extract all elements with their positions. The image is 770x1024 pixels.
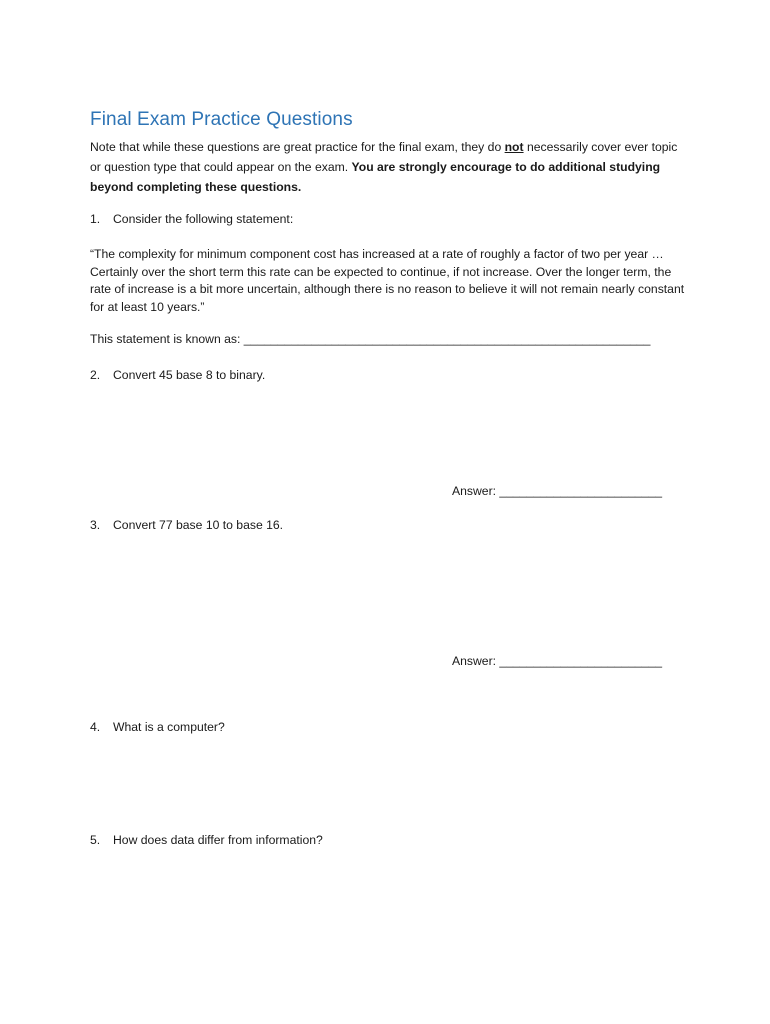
question-number: 3. — [90, 518, 101, 532]
question-5 — [90, 832, 323, 849]
intro-emphasis: not — [504, 140, 524, 154]
question-number: 4. — [90, 720, 101, 734]
question-text: Convert 77 base 10 to base 16. — [113, 518, 284, 532]
question-3 — [90, 517, 283, 534]
question-1 — [90, 211, 293, 228]
intro-text-2: necessarily cover ever topic or question type that could appear on the exam. — [90, 140, 678, 174]
question-2 — [90, 367, 265, 384]
answer-line-q2: Answer: ________________________ — [452, 484, 663, 498]
page-title: Final Exam Practice Questions — [90, 109, 353, 130]
question-text: Consider the following statement: — [113, 212, 294, 226]
question-number: 5. — [90, 833, 101, 847]
known-as-line: This statement is known as: ____________________________________________________________ — [90, 332, 651, 346]
intro-text-1: Note that while these questions are great practice for the final exam, they do — [90, 140, 505, 154]
question-text: Convert 45 base 8 to binary. — [113, 368, 266, 382]
question-number: 1. — [90, 212, 101, 226]
question-number: 2. — [90, 368, 101, 382]
answer-line-q3: Answer: ________________________ — [452, 654, 663, 668]
question-text: What is a computer? — [113, 720, 225, 734]
question-4 — [90, 719, 225, 736]
quoted-statement: “The complexity for minimum component cost has increased at a rate of roughly a factor of two per year … Certainly over the short term this rate can be expected to continue, if not increase. Over the longer term, the rate of increase is a bit more uncertain, although there is no reason to believe it will not remain nearly constant for at least 10 years.” — [90, 247, 685, 314]
intro-bold-text: You are strongly encourage to do additional studying beyond completing these questions. — [90, 160, 661, 194]
intro-note — [90, 137, 690, 197]
question-text: How does data differ from information? — [113, 833, 323, 847]
